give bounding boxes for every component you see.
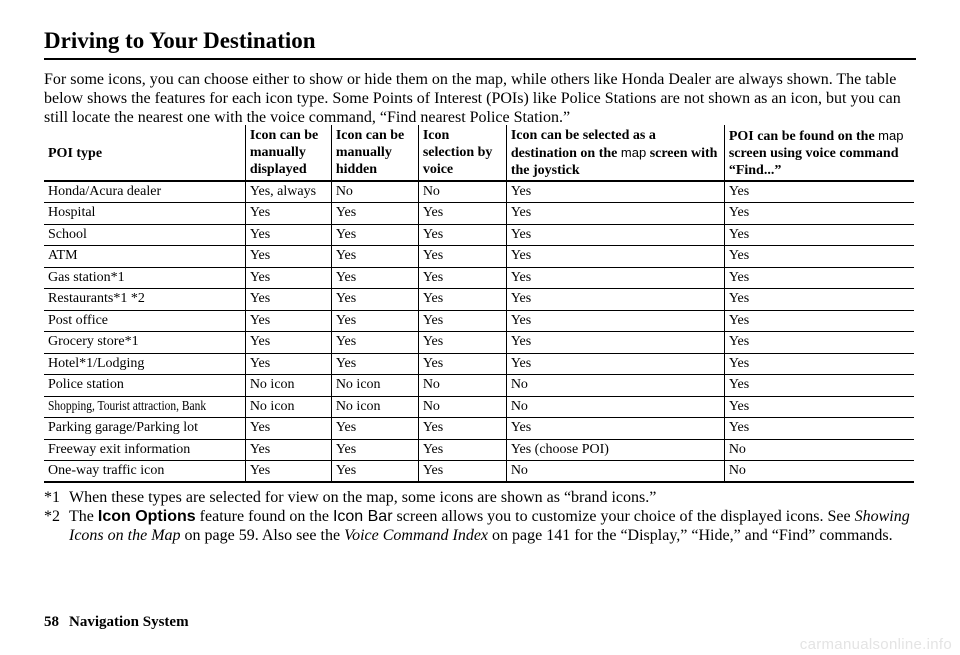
joystick-selection-cell: Yes [506, 246, 724, 268]
joystick-selection-cell: Yes [506, 203, 724, 225]
displayed-cell: Yes [245, 267, 331, 289]
table-row [44, 203, 914, 225]
voice-selection-cell: Yes [418, 418, 506, 440]
voice-selection-cell: Yes [418, 439, 506, 461]
poi-type-cell: Post office [44, 310, 245, 332]
table-header-row [44, 125, 914, 181]
table-row [44, 396, 914, 418]
header-poi-type: POI type [44, 125, 245, 181]
hidden-cell: Yes [331, 224, 418, 246]
displayed-cell: Yes [245, 353, 331, 375]
displayed-cell: Yes [245, 332, 331, 354]
displayed-cell: Yes [245, 289, 331, 311]
intro-paragraph: For some icons, you can choose either to show or hide them on the map, while others like Honda Dealer are always shown. The table below shows the features for each icon type. Some Points of Interest (POIs) like Police Stations are not shown as an icon, but you can still locate the nearest one with the voice command, “Find nearest Police Station.” [44, 71, 901, 126]
voice-selection-cell: Yes [418, 461, 506, 483]
header-find-map-word: map [878, 128, 904, 143]
poi-type-cell: Police station [44, 375, 245, 397]
hidden-cell: No [331, 181, 418, 203]
table-row [44, 353, 914, 375]
watermark: carmanualsonline.info [799, 636, 952, 653]
poi-type-cell [44, 396, 245, 418]
header-joystick-text-end: screen with the joystick [510, 146, 718, 178]
table-row [44, 418, 914, 440]
voice-find-cell: Yes [724, 332, 914, 354]
hidden-cell: Yes [331, 267, 418, 289]
voice-selection-cell: Yes [418, 267, 506, 289]
displayed-cell: Yes [245, 224, 331, 246]
voice-find-cell: Yes [724, 353, 914, 375]
header-joystick-map-word: map [620, 145, 647, 160]
joystick-selection-cell: Yes [506, 181, 724, 203]
icon-bar-term: Icon Bar [332, 508, 393, 525]
hidden-cell: Yes [331, 332, 418, 354]
voice-find-cell: Yes [724, 224, 914, 246]
footnote-1 [44, 488, 924, 507]
hidden-cell: No icon [331, 375, 418, 397]
table-row [44, 289, 914, 311]
voice-find-cell: Yes [724, 289, 914, 311]
header-find-text-end: screen using voice command “Find...” [728, 146, 899, 178]
hidden-cell: Yes [331, 246, 418, 268]
voice-selection-cell: Yes [418, 289, 506, 311]
voice-find-cell: No [724, 461, 914, 483]
voice-selection-cell: Yes [418, 332, 506, 354]
joystick-selection-cell: Yes [506, 418, 724, 440]
footer-section-title: Navigation System [69, 614, 189, 630]
voice-selection-cell: Yes [418, 246, 506, 268]
poi-type-cell: Freeway exit information [44, 439, 245, 461]
displayed-cell: No icon [245, 375, 331, 397]
header-find-text: POI can be found on the [728, 129, 879, 144]
poi-type-cell: One-way traffic icon [44, 461, 245, 483]
voice-find-cell: Yes [724, 375, 914, 397]
table-row [44, 246, 914, 268]
table-row [44, 375, 914, 397]
footnote-2-after-bar: screen allows you to customize your choice of the displayed icons. See [392, 508, 855, 525]
poi-type-cell: Restaurants*1 *2 [44, 289, 245, 311]
poi-type-cell: Hospital [44, 203, 245, 225]
joystick-selection-cell: No [506, 396, 724, 418]
hidden-cell: No icon [331, 396, 418, 418]
voice-find-cell: Yes [724, 396, 914, 418]
poi-type-cell: Grocery store*1 [44, 332, 245, 354]
poi-type-text: Shopping, Tourist attraction, Bank [48, 398, 207, 414]
table-row [44, 267, 914, 289]
poi-type-cell: School [44, 224, 245, 246]
poi-type-cell: ATM [44, 246, 245, 268]
voice-selection-cell: Yes [418, 353, 506, 375]
footnotes [44, 488, 924, 545]
voice-find-cell: Yes [724, 418, 914, 440]
displayed-cell: Yes [245, 439, 331, 461]
page-footer [44, 614, 189, 631]
joystick-selection-cell: Yes [506, 353, 724, 375]
voice-find-cell: Yes [724, 203, 914, 225]
poi-feature-table [44, 125, 914, 483]
title-divider [44, 58, 916, 60]
table-row [44, 181, 914, 203]
table-row [44, 310, 914, 332]
hidden-cell: Yes [331, 461, 418, 483]
hidden-cell: Yes [331, 353, 418, 375]
joystick-selection-cell: Yes [506, 332, 724, 354]
voice-selection-cell: No [418, 181, 506, 203]
hidden-cell: Yes [331, 203, 418, 225]
footnote-2-mid: feature found on the [195, 508, 333, 525]
footnote-2-page-ref: on page 59. Also see the [180, 527, 345, 544]
voice-find-cell: Yes [724, 246, 914, 268]
hidden-cell: Yes [331, 418, 418, 440]
voice-find-cell: Yes [724, 267, 914, 289]
displayed-cell: Yes [245, 203, 331, 225]
poi-type-cell: Hotel*1/Lodging [44, 353, 245, 375]
displayed-cell: Yes [245, 310, 331, 332]
displayed-cell: Yes, always [245, 181, 331, 203]
joystick-selection-cell: No [506, 461, 724, 483]
voice-selection-cell: No [418, 396, 506, 418]
joystick-selection-cell: Yes [506, 310, 724, 332]
joystick-selection-cell: Yes [506, 224, 724, 246]
hidden-cell: Yes [331, 289, 418, 311]
voice-selection-cell: Yes [418, 310, 506, 332]
header-selection-by-voice: Icon selection by voice [418, 125, 506, 181]
displayed-cell: Yes [245, 246, 331, 268]
table-body [44, 181, 914, 482]
header-manually-displayed: Icon can be manually displayed [245, 125, 331, 181]
displayed-cell: Yes [245, 461, 331, 483]
poi-type-cell: Honda/Acura dealer [44, 181, 245, 203]
page-title: Driving to Your Destination [44, 28, 316, 53]
joystick-selection-cell: Yes [506, 267, 724, 289]
poi-type-cell: Gas station*1 [44, 267, 245, 289]
voice-selection-cell: Yes [418, 203, 506, 225]
voice-find-cell: No [724, 439, 914, 461]
footnote-1-text: When these types are selected for view on the map, some icons are shown as “brand icons.” [69, 489, 657, 506]
table-row [44, 439, 914, 461]
header-joystick-text: Icon can be selected as a destination on the [510, 128, 656, 161]
displayed-cell: No icon [245, 396, 331, 418]
joystick-selection-cell: Yes (choose POI) [506, 439, 724, 461]
footnote-2-the: The [69, 508, 98, 525]
page-number: 58 [44, 614, 59, 630]
joystick-selection-cell: No [506, 375, 724, 397]
table-row [44, 332, 914, 354]
header-manually-hidden: Icon can be manually hidden [331, 125, 418, 181]
voice-selection-cell: Yes [418, 224, 506, 246]
showing-icons-reference: Showing Icons on the Map [69, 508, 910, 544]
joystick-selection-cell: Yes [506, 289, 724, 311]
footnote-2-marker: *2 [44, 508, 60, 525]
footnote-2 [44, 507, 924, 545]
voice-command-index-reference: Voice Command Index [344, 527, 489, 544]
poi-type-cell: Parking garage/Parking lot [44, 418, 245, 440]
footnote-2-end: on page 141 for the “Display,” “Hide,” and “Find” commands. [488, 527, 893, 544]
header-selectable-joystick [506, 125, 724, 181]
hidden-cell: Yes [331, 310, 418, 332]
voice-selection-cell: No [418, 375, 506, 397]
table-row [44, 224, 914, 246]
hidden-cell: Yes [331, 439, 418, 461]
footnote-1-marker: *1 [44, 489, 60, 506]
header-found-by-voice [724, 125, 914, 181]
voice-find-cell: Yes [724, 310, 914, 332]
icon-options-term: Icon Options [97, 508, 196, 525]
table-row [44, 461, 914, 483]
displayed-cell: Yes [245, 418, 331, 440]
voice-find-cell: Yes [724, 181, 914, 203]
